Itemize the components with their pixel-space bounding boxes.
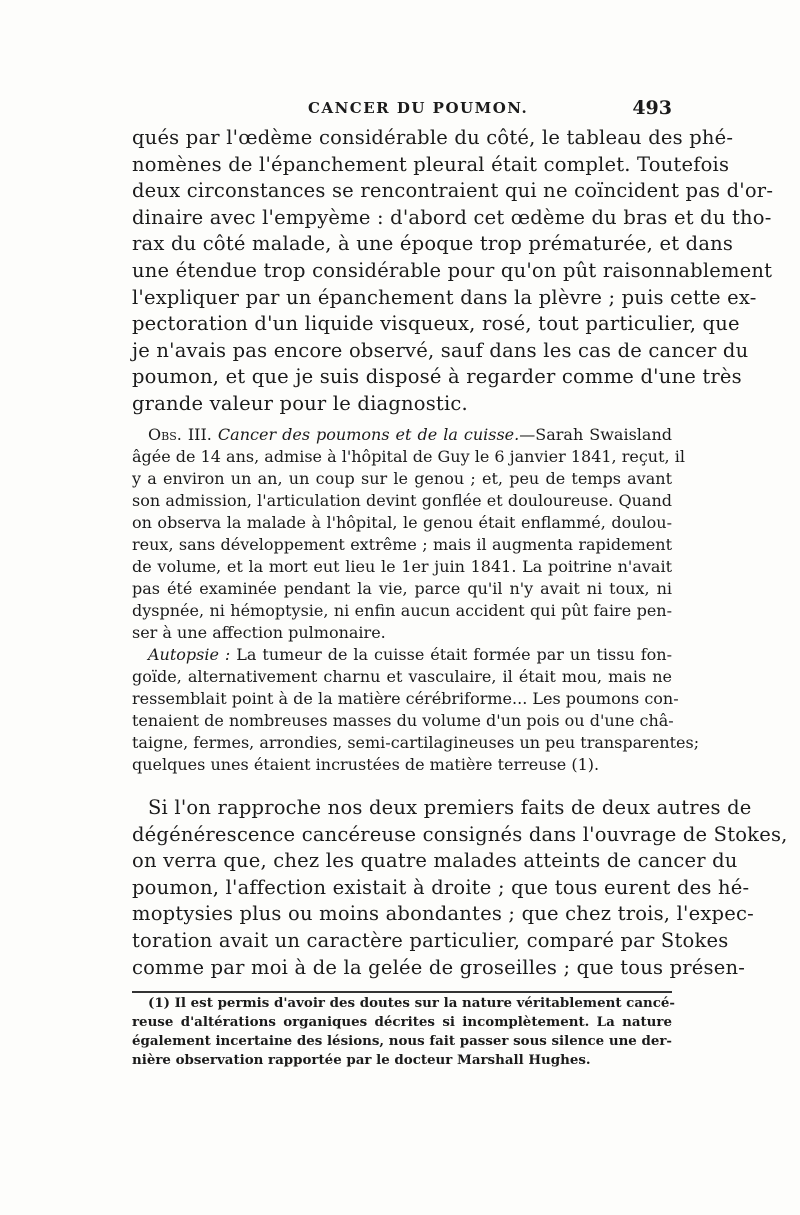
text-line: poumon, l'affection existait à droite ; que tous eurent des hé- <box>132 875 750 899</box>
text-line: qués par l'œdème considérable du côté, le tableau des phé- <box>132 126 734 149</box>
text-line: Si l'on rapproche nos deux premiers faits de deux autres de <box>148 796 752 819</box>
text-line: dégénérescence cancéreuse consignés dans l'ouvrage de Stokes, <box>132 822 788 846</box>
text-line: y a environ un an, un coup sur le genou ; et, peu de temps avant <box>132 469 672 488</box>
footnote-line: nière observation rapportée par le docteur Marshall Hughes. <box>132 1052 591 1068</box>
text-line: nomènes de l'épanchement pleural était complet. Toutefois <box>132 152 730 176</box>
text-line: grande valeur pour le diagnostic. <box>132 391 468 415</box>
text-line: de volume, et la mort eut lieu le 1er juin 1841. La poitrine n'avait <box>132 557 672 576</box>
paragraph-2 <box>132 795 788 981</box>
observation-label: Obs. III. <box>148 425 212 444</box>
text-line: quelques unes étaient incrustées de matière terreuse (1). <box>132 755 600 774</box>
page-number: 493 <box>632 97 672 119</box>
text-line: l'expliquer par un épanchement dans la plèvre ; puis cette ex- <box>132 285 757 309</box>
text-line: son admission, l'articulation devint gonflée et douloureuse. Quand <box>132 491 672 510</box>
text-line: comme par moi à de la gelée de groseilles ; que tous présen- <box>132 955 746 979</box>
observation-heading-line <box>132 424 672 446</box>
text-line: goïde, alternativement charnu et vasculaire, il était mou, mais ne <box>132 667 672 686</box>
footnote-line: reuse d'altérations organiques décrites si incomplètement. La nature <box>132 1014 672 1030</box>
text-line: dyspnée, ni hémoptysie, ni enfin aucun accident qui pût faire pen- <box>132 601 672 620</box>
text-line: reux, sans développement extrême ; mais il augmenta rapidement <box>132 535 672 554</box>
text-line: taigne, fermes, arrondies, semi-cartilagineuses un peu transparentes; <box>132 733 700 752</box>
text-line: rax du côté malade, à une époque trop prématurée, et dans <box>132 232 734 256</box>
running-title: CANCER DU POUMON. <box>308 99 529 117</box>
text-line: pectoration d'un liquide visqueux, rosé, tout particulier, que <box>132 312 740 336</box>
text-line: dinaire avec l'empyème : d'abord cet œdème du bras et du tho- <box>132 205 772 229</box>
text-line: moptysies plus ou moins abondantes ; que chez trois, l'expec- <box>132 902 754 926</box>
text-line: pas été examinée pendant la vie, parce qu'il n'y avait ni toux, ni <box>132 579 672 598</box>
text-line: on verra que, chez les quatre malades atteints de cancer du <box>132 849 738 873</box>
footnote-line: également incertaine des lésions, nous fait passer sous silence une der- <box>132 1033 672 1049</box>
text-line: toration avait un caractère particulier, comparé par Stokes <box>132 928 729 952</box>
autopsie-label: Autopsie : <box>148 645 231 664</box>
running-head <box>132 97 672 123</box>
text-line: âgée de 14 ans, admise à l'hôpital de Guy le 6 janvier 1841, reçut, il <box>132 447 685 466</box>
observation-title: Cancer des poumons et de la cuisse. <box>217 425 520 444</box>
text-line: deux circonstances se rencontraient qui ne coïncident pas d'or- <box>132 179 774 203</box>
footnote <box>132 994 675 1070</box>
text-line: tenaient de nombreuses masses du volume d'un pois ou d'une châ- <box>132 711 674 730</box>
observation-text: —Sarah Swaisland <box>519 425 672 444</box>
text-line: on observa la malade à l'hôpital, le genou était enflammé, doulou- <box>132 513 672 532</box>
observation-3 <box>132 424 700 776</box>
text-line: une étendue trop considérable pour qu'on pût raisonnablement <box>132 258 773 282</box>
text-line: je n'avais pas encore observé, sauf dans les cas de cancer du <box>132 338 749 362</box>
text-line: ser à une affection pulmonaire. <box>132 623 386 642</box>
footnote-divider <box>132 991 672 993</box>
text-line: ressemblait point à de la matière cérébriforme... Les poumons con- <box>132 689 679 708</box>
footnote-line: (1) Il est permis d'avoir des doutes sur la nature véritablement cancé- <box>148 995 675 1011</box>
paragraph-1 <box>132 125 774 418</box>
autopsie-text: La tumeur de la cuisse était formée par un tissu fon- <box>236 645 672 664</box>
text-line: poumon, et que je suis disposé à regarder comme d'une très <box>132 365 742 389</box>
autopsie-heading-line <box>132 644 672 666</box>
